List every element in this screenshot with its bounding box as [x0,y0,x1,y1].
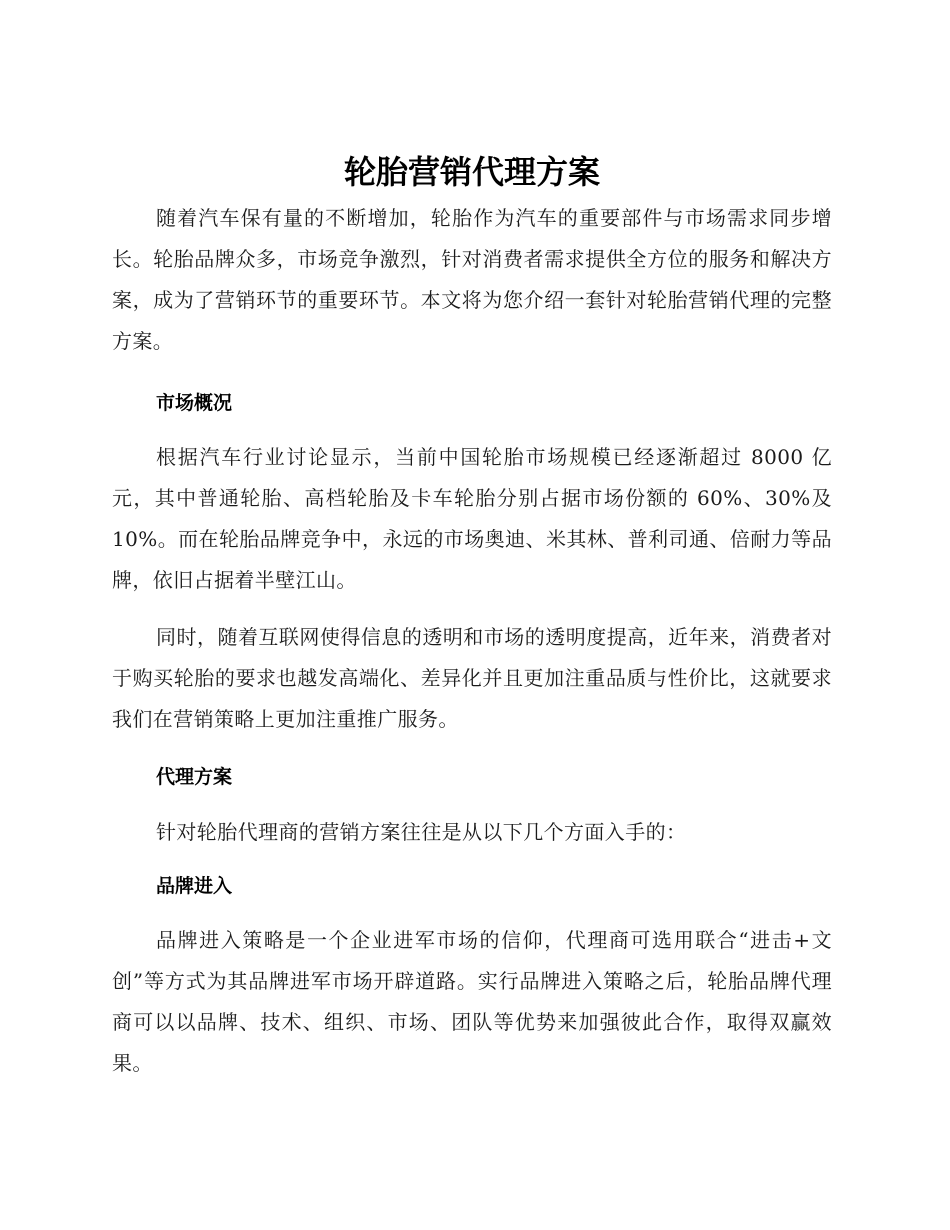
document-title: 轮胎营销代理方案 [343,153,600,191]
market-paragraph-1: 根据汽车行业讨论显示，当前中国轮胎市场规模已经逐渐超过 8000 亿元，其中普通轮胎、高档轮胎及卡车轮胎分别占据市场份额的 60%、30%及 10%。而在轮胎品牌竞争中，永远的市场奥迪、米其林、普利司通、倍耐力等品牌，依旧占据着半壁江山。 [112,445,832,592]
brand-paragraph-1: 品牌进入策略是一个企业进军市场的信仰，代理商可选用联合“进击+文创”等方式为其品牌进军市场开辟道路。实行品牌进入策略之后，轮胎品牌代理商可以以品牌、技术、组织、市场、团队等优势来加强彼此合作，取得双赢效果。 [112,928,832,1075]
intro-paragraph: 随着汽车保有量的不断增加，轮胎作为汽车的重要部件与市场需求同步增长。轮胎品牌众多，市场竞争激烈，针对消费者需求提供全方位的服务和解决方案，成为了营销环节的重要环节。本文将为您介绍一套针对轮胎营销代理的完整方案。 [112,206,832,353]
section-heading-agency: 代理方案 [156,766,233,788]
market-paragraph-2: 同时，随着互联网使得信息的透明和市场的透明度提高，近年来，消费者对于购买轮胎的要求也越发高端化、差异化并且更加注重品质与性价比，这就要求我们在营销策略上更加注重推广服务。 [112,625,832,731]
section-heading-market: 市场概况 [156,392,233,414]
agency-paragraph-1: 针对轮胎代理商的营销方案往往是从以下几个方面入手的： [156,820,687,844]
section-heading-brand: 品牌进入 [156,875,233,897]
